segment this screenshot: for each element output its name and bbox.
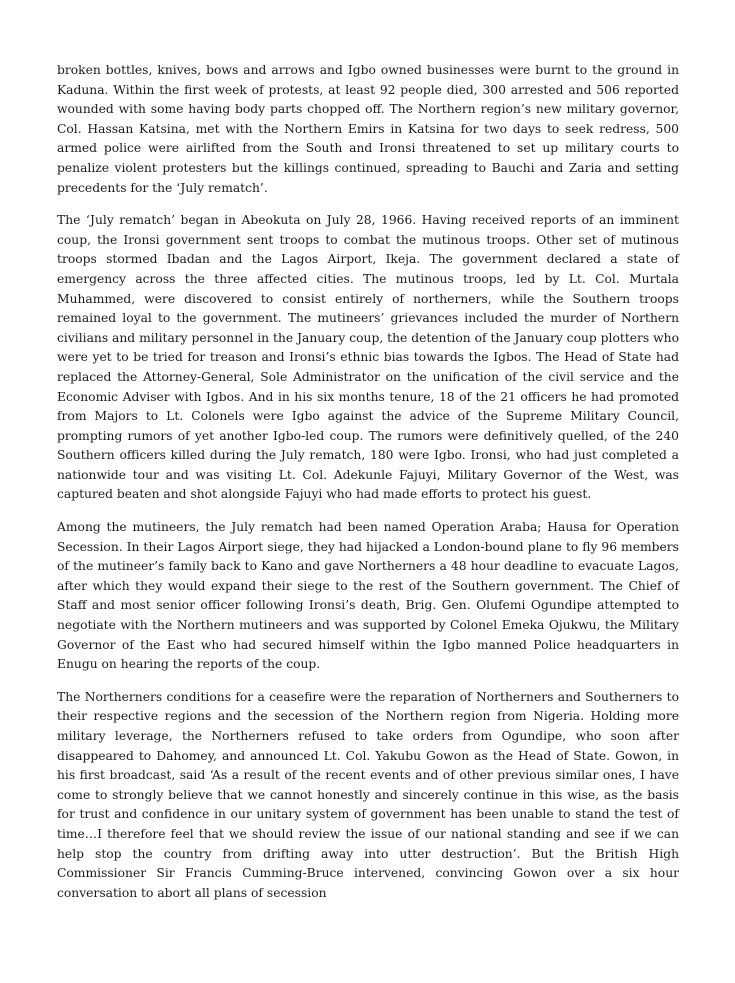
paragraph-operation-araba: Among the mutineers, the July rematch had been named Operation Araba; Hausa for Operation Secession. In their Lagos Airport siege, they had hijacked a London-bound plane to fly 96 members of the mutineer’s family back to Kano and gave Northerners a 48 hour deadline to evacuate Lagos, after which they would expand their siege to the rest of the Southern government. The Chief of Staff and most senior officer following Ironsi’s death, Brig. Gen. Olufemi Ogundipe attempted to negotiate with the Northern mutineers and was supported by Colonel Emeka Ojukwu, the Military Governor of the East who had secured himself within the Igbo manned Police headquarters in Enugu on hearing the reports of the coup.: [57, 520, 679, 672]
document-page: [57, 61, 679, 916]
paragraph-ceasefire-conditions: The Northerners conditions for a ceasefire were the reparation of Northerners and Southerners to their respective regions and the secession of the Northern region from Nigeria. Holding more military leverage, the Northerners refused to take orders from Ogundipe, who soon after disappeared to Dahomey, and announced Lt. Col. Yakubu Gowon as the Head of State. Gowon, in his first broadcast, said ‘As a result of the recent events and of other previous similar ones, I have come to strongly believe that we cannot honestly and sincerely continue in this wise, as the basis for trust and confidence in our unitary system of government has been unable to stand the test of time…I therefore feel that we should review the issue of our national standing and see if we can help stop the country from drifting away into utter destruction’. But the British High Commissioner Sir Francis Cumming-Bruce intervened, convincing Gowon over a six hour conversation to abort all plans of secession: [57, 689, 679, 900]
paragraph-july-rematch: The ‘July rematch’ began in Abeokuta on July 28, 1966. Having received reports of an imminent coup, the Ironsi government sent troops to combat the mutinous troops. Other set of mutinous troops stormed Ibadan and the Lagos Airport, Ikeja. The government declared a state of emergency across the three affected cities. The mutinous troops, led by Lt. Col. Murtala Muhammed, were discovered to consist entirely of northerners, while the Southern troops remained loyal to the government. The mutineers’ grievances included the murder of Northern civilians and military personnel in the January coup, the detention of the January coup plotters who were yet to be tried for treason and Ironsi’s ethnic bias towards the Igbos. The Head of State had replaced the Attorney-General, Sole Administrator on the unification of the civil service and the Economic Adviser with Igbos. And in his six months tenure, 18 of the 21 officers he had promoted from Majors to Lt. Colonels were Igbo against the advice of the Supreme Military Council, prompting rumors of yet another Igbo-led coup. The rumors were definitively quelled, of the 240 Southern officers killed during the July rematch, 180 were Igbo. Ironsi, who had just completed a nationwide tour and was visiting Lt. Col. Adekunle Fajuyi, Military Governor of the West, was captured beaten and shot alongside Fajuyi who had made efforts to protect his guest.: [57, 213, 679, 502]
paragraph-kaduna-riots: broken bottles, knives, bows and arrows and Igbo owned businesses were burnt to the ground in Kaduna. Within the first week of protests, at least 92 people died, 300 arrested and 506 reported wounded with some having body parts chopped off. The Northern region’s new military governor, Col. Hassan Katsina, met with the Northern Emirs in Katsina for two days to seek redress, 500 armed police were airlifted from the South and Ironsi threatened to set up military courts to penalize violent protesters but the killings continued, spreading to Bauchi and Zaria and setting precedents for the ‘July rematch’.: [57, 63, 679, 195]
